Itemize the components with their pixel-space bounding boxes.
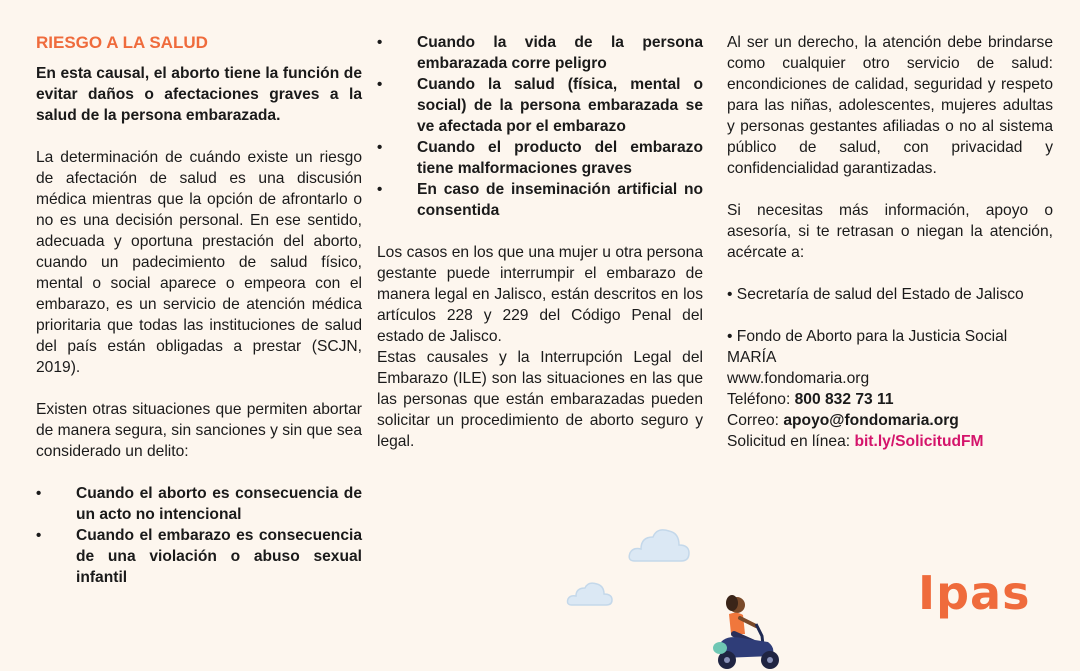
lead-paragraph: En esta causal, el aborto tiene la función de evitar daños o afectaciones graves a la salud de la persona embarazada. xyxy=(36,65,362,124)
list-item: • Cuando el embarazo es consecuencia de una violación o abuso sexual infantil xyxy=(36,527,362,586)
list-item: • Cuando el producto del embarazo tiene malformaciones graves xyxy=(377,139,703,177)
fondo-name-line2: MARÍA xyxy=(727,349,777,366)
section-heading: RIESGO A LA SALUD xyxy=(36,33,208,52)
phone-number[interactable]: 800 832 73 11 xyxy=(794,391,894,408)
online-request-link[interactable]: bit.ly/SolicitudFM xyxy=(854,433,984,450)
health-risk-paragraph: La determinación de cuándo existe un riesgo de afectación de salud es una discusión médica mientras que la opción de afrontarlo o no es una decisión personal. En ese sentido, adecuada y oportuna prestación del aborto, cuando un padecimiento de salud físico, mental o social aparece o empeora con el embarazo, es un servicio de atención médica prioritaria que todas las instituciones de salud del país están obligadas a prestar (SCJN, 2019). xyxy=(36,149,362,376)
bullet: • xyxy=(377,181,383,198)
scooter-rider-illustration xyxy=(712,590,802,671)
cloud-icon xyxy=(566,578,614,608)
email-line: Correo: apoyo@fondomaria.org xyxy=(727,412,959,429)
bullet: • xyxy=(377,139,383,156)
column-right xyxy=(727,32,1053,452)
bullet: • xyxy=(377,76,383,93)
legal-paragraph: Los casos en los que una mujer u otra persona gestante puede interrumpir el embarazo de manera legal en Jalisco, están descritos en los artículos 228 y 229 del Código Penal del estado de Jalisco. xyxy=(377,244,703,345)
list-item: • Cuando el aborto es consecuencia de un acto no intencional xyxy=(36,485,362,523)
cloud-icon xyxy=(627,523,693,565)
list-item: • En caso de inseminación artificial no consentida xyxy=(377,181,703,219)
ile-paragraph: Estas causales y la Interrupción Legal del Embarazo (ILE) son las situaciones en las que las personas que están embarazadas pueden solicitar un procedimiento de aborto seguro y legal. xyxy=(377,349,703,450)
email-link[interactable]: apoyo@fondomaria.org xyxy=(783,412,959,429)
list-item: • Cuando la vida de la persona embarazada corre peligro xyxy=(377,34,703,72)
help-paragraph: Si necesitas más información, apoyo o asesoría, si te retrasan o niegan la atención, acércate a: xyxy=(727,202,1053,261)
rights-paragraph: Al ser un derecho, la atención debe brindarse como cualquier otro servicio de salud: encondiciones de calidad, seguridad y respeto para las niñas, adolescentes, mujeres adultas y personas gestantes afiliadas o no al sistema público de salud, con privacidad y confidencialidad garantizadas. xyxy=(727,34,1053,177)
website-link[interactable]: www.fondomaria.org xyxy=(727,370,870,387)
situations-list-part1 xyxy=(36,483,362,588)
bullet: • xyxy=(36,527,42,544)
ipas-logo: Ipas xyxy=(918,566,1031,620)
column-left xyxy=(36,32,362,588)
list-item: • Cuando la salud (física, mental o social) de la persona embarazada se ve afectada por el embarazo xyxy=(377,76,703,135)
contact-fondo-maria xyxy=(727,326,1053,452)
phone-line: Teléfono: 800 832 73 11 xyxy=(727,391,894,408)
online-line: Solicitud en línea: bit.ly/SolicitudFM xyxy=(727,433,984,450)
bullet: • xyxy=(377,34,383,51)
column-middle xyxy=(377,32,703,452)
fondo-name-line1: • Fondo de Aborto para la Justicia Social xyxy=(727,328,1008,345)
situations-list-part2 xyxy=(377,32,703,221)
contact-secretaria: • Secretaría de salud del Estado de Jalisco xyxy=(727,286,1024,303)
bullet: • xyxy=(36,485,42,502)
other-situations-paragraph: Existen otras situaciones que permiten abortar de manera segura, sin sanciones y sin que sea considerado un delito: xyxy=(36,401,362,460)
